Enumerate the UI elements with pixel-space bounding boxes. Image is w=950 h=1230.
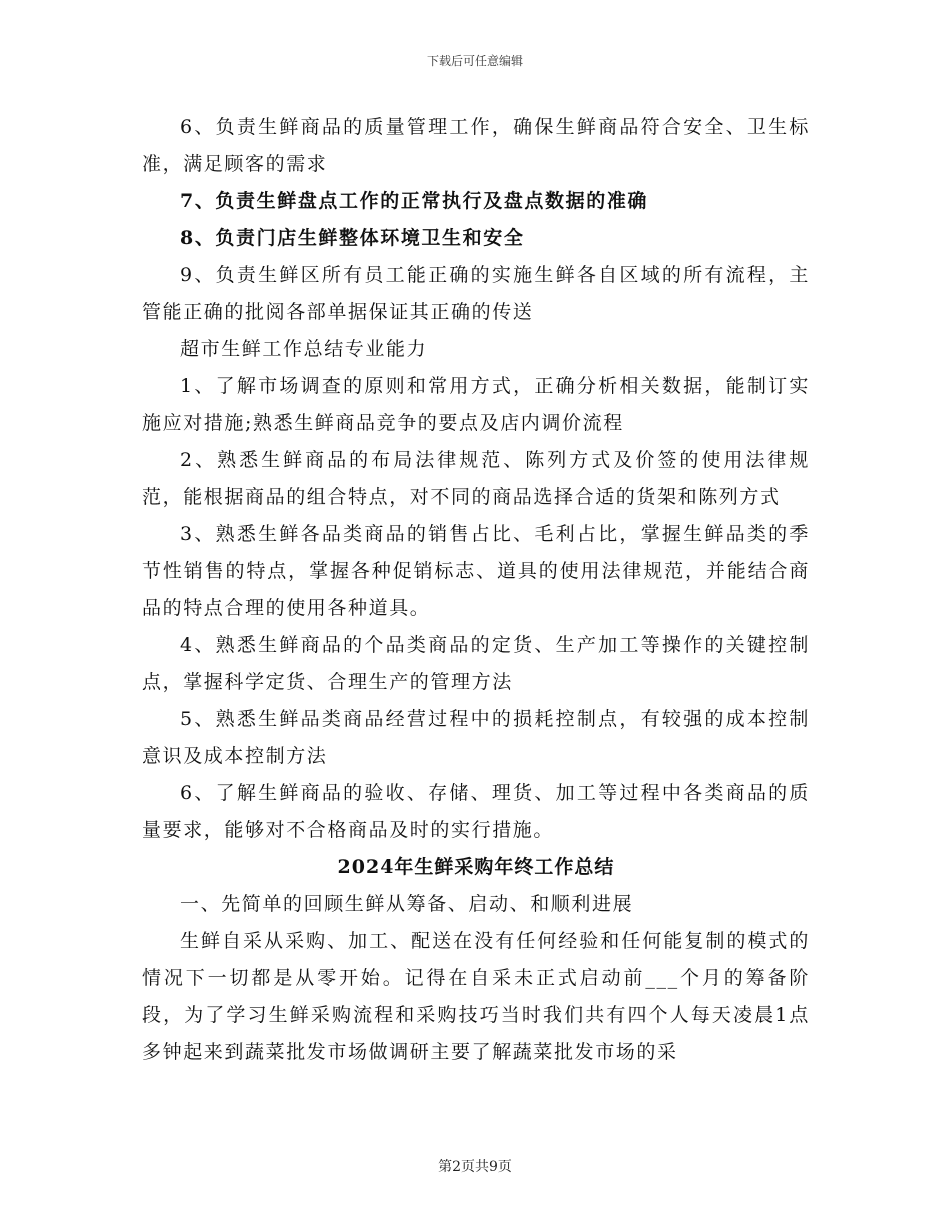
paragraph-duty-6: 6、负责生鲜商品的质量管理工作，确保生鲜商品符合安全、卫生标准，满足顾客的需求 [142,116,810,175]
page-header: 下载后可任意编辑 [426,54,523,68]
document-body [142,109,810,1071]
paragraph-ability-4: 4、熟悉生鲜商品的个品类商品的定货、生产加工等操作的关键控制点，掌握科学定货、合理生产的管理方法 [142,634,810,693]
paragraph-review-body: 生鲜自采从采购、加工、配送在没有任何经验和任何能复制的模式的情况下一切都是从零开始。记得在自采未正式启动前___个月的筹备阶段，为了学习生鲜采购流程和采购技巧当时我们共有四个人每天凌晨1点多钟起来到蔬菜批发市场做调研主要了解蔬菜批发市场的采 [142,930,810,1063]
page-footer: 第2页共9页 [438,1159,512,1175]
document-title: 2024年生鲜采购年终工作总结 [337,856,615,878]
paragraph-ability-1: 1、了解市场调查的原则和常用方式，正确分析相关数据，能制订实施应对措施;熟悉生鲜商品竞争的要点及店内调价流程 [142,375,810,434]
paragraph-duty-8: 8、负责门店生鲜整体环境卫生和安全 [180,227,525,249]
paragraph-duty-7: 7、负责生鲜盘点工作的正常执行及盘点数据的准确 [180,190,649,212]
section-heading-review: 一、先简单的回顾生鲜从筹备、启动、和顺利进展 [180,893,634,915]
section-heading-ability: 超市生鲜工作总结专业能力 [180,338,428,360]
paragraph-ability-6: 6、了解生鲜商品的验收、存储、理货、加工等过程中各类商品的质量要求，能够对不合格商品及时的实行措施。 [142,782,810,841]
paragraph-ability-2: 2、熟悉生鲜商品的布局法律规范、陈列方式及价签的使用法律规范，能根据商品的组合特点，对不同的商品选择合适的货架和陈列方式 [142,449,810,508]
paragraph-duty-9: 9、负责生鲜区所有员工能正确的实施生鲜各自区域的所有流程，主管能正确的批阅各部单据保证其正确的传送 [142,264,810,323]
paragraph-ability-5: 5、熟悉生鲜品类商品经营过程中的损耗控制点，有较强的成本控制意识及成本控制方法 [142,708,810,767]
paragraph-ability-3: 3、熟悉生鲜各品类商品的销售占比、毛利占比，掌握生鲜品类的季节性销售的特点，掌握各种促销标志、道具的使用法律规范，并能结合商品的特点合理的使用各种道具。 [142,523,810,619]
